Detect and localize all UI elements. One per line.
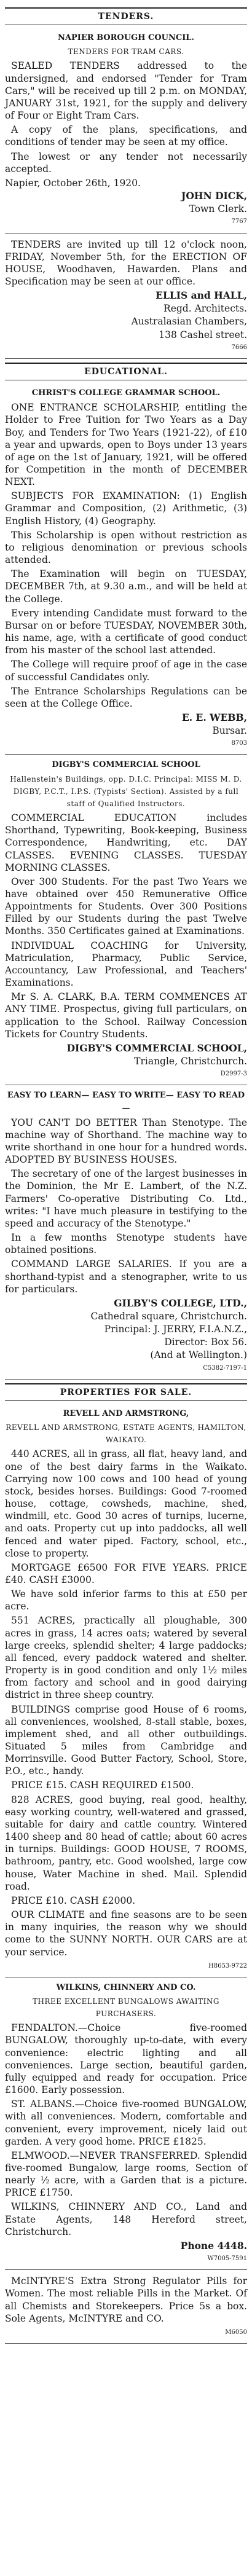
page-section <box>5 7 247 359</box>
ad-paragraph: WILKINS, CHINNERY AND CO., Land and Estate Agents, 148 Hereford street, Christchurch. <box>5 2201 247 2237</box>
advertisement <box>5 1404 247 1977</box>
ad-signature: Regd. Architects. <box>163 303 247 315</box>
ad-headline: WILKINS, CHINNERY AND CO. <box>56 1982 196 1992</box>
ad-reference-code: H8653-9722 <box>208 1962 247 1969</box>
ad-signature: E. E. WEBB, <box>181 711 247 723</box>
ad-paragraph: Mr S. A. CLARK, B.A. TERM COMMENCES AT ANY TIME. Prospectus, giving full particulars, on application to the School. Railway Concession Tickets for Country Students. <box>5 991 247 1040</box>
ad-paragraph: COMMAND LARGE SALARIES. If you are a shorthand-typist and a stenographer, write to us for particulars. <box>5 1259 247 1295</box>
ad-paragraph: ST. ALBANS.—Choice five-roomed BUNGALOW, with all conveniences. Modern, comfortable and convenient, every improvement, nicely laid out garden. A very good home. PRICE £1825. <box>5 2099 247 2147</box>
ad-headline: CHRIST'S COLLEGE GRAMMAR SCHOOL. <box>31 388 221 398</box>
ad-signature: ELLIS and HALL, <box>156 289 247 302</box>
ad-paragraph: The secretary of one of the largest businesses in the Dominion, the Mr E. Lambert, of the N.Z. Farmers' Co-operative Distributing Co. Ltd., writes: "I have much pleasure in testifying to the speed and accuracy of the Stenotype." <box>5 1168 247 1229</box>
ad-paragraph: Over 300 Students. For the past Two Years we have obtained over 450 Remunerative Office Appointments for Students. Over 300 Positions Filled by our Students during the past Twelve Months. 350 Certificates gained at Examinations. <box>5 876 247 937</box>
ad-paragraph: A copy of the plans, specifications, and conditions of tender may be seen at my office. <box>5 124 247 148</box>
ad-signature: Cathedral square, Christchurch. <box>90 1311 247 1322</box>
advertisement <box>5 383 247 755</box>
ad-paragraph: PRICE £10. CASH £2000. <box>11 1895 136 1906</box>
ad-paragraph: SEALED TENDERS addressed to the undersigned, and endorsed "Tender for Tram Cars," will be received up till 2 p.m. on MONDAY, JANUARY 31st, 1921, for the supply and delivery of Four or Eight Tram Cars. <box>5 60 247 122</box>
ad-paragraph: Every intending Candidate must forward to the Bursar on or before TUESDAY, NOVEMBER 30th, his name, age, with a certificate of good conduct from his master of the school last attended. <box>5 607 247 656</box>
ad-paragraph: 828 ACRES, good buying, real good, healthy, easy working country, well-watered and grassed, suitable for dairy and cattle country. Wintered 1400 sheep and 80 head of cattle; about 60 acres in turnips. Buildings: GOOD HOUSE, 7 ROOMS, bathroom, pantry, etc. Good woolshed, large cow house, Water Machine in shed. Mail. Splendid road. <box>5 1794 247 1892</box>
ad-signature: 138 Cashel street. <box>159 329 247 340</box>
ad-reference-code: 8703 <box>231 740 247 747</box>
ad-reference-code: D2997-3 <box>220 1070 247 1078</box>
ad-paragraph: INDIVIDUAL COACHING for University, Matriculation, Pharmacy, Public Service, Accountancy, Law Professional, and Teachers' Examinations. <box>5 940 247 989</box>
ad-reference-code: C5382-7197-1 <box>203 1364 247 1372</box>
advertisement <box>5 1085 247 1379</box>
ad-headline: DIGBY'S COMMERCIAL SCHOOL <box>52 760 200 770</box>
ad-reference-code: M6050 <box>225 2328 247 2336</box>
advertisement <box>5 234 247 359</box>
ad-paragraph: The College will require proof of age in the case of successful Candidates only. <box>5 659 247 683</box>
section-title: TENDERS. <box>5 7 247 25</box>
page-section <box>5 363 247 1380</box>
ad-signature: Town Clerk. <box>189 203 247 215</box>
ad-paragraph: The Examination will begin on TUESDAY, DECEMBER 7th, at 9.30 a.m., and will be held at the College. <box>5 568 247 605</box>
ad-paragraph: 551 ACRES, practically all ploughable, 300 acres in grass, 14 acres oats; watered by several large creeks, splendid shelter; 4 large paddocks; all fenced, every paddock watered and shelter. Property is in good condition and only 1½ miles from factory and school and in good dairying district in three sheep country. <box>5 1615 247 1701</box>
ad-signature: Phone 4448. <box>180 2239 247 2252</box>
ad-signature: (And at Wellington.) <box>150 1349 247 1361</box>
ad-signature: Australasian Chambers, <box>131 316 247 328</box>
ad-subhead: TENDERS FOR TRAM CARS. <box>68 47 184 57</box>
ad-paragraph: COMMERCIAL EDUCATION includes Shorthand, Typewriting, Book-keeping, Business Correspondence, Handwriting, etc. DAY CLASSES. EVENING CLASSES. TUESDAY MORNING CLASSES. <box>5 812 247 873</box>
ad-signature: GILBY'S COLLEGE, LTD., <box>114 1297 247 1309</box>
ad-signature: Principal: J. JERRY, F.I.A.N.Z., <box>104 1324 247 1335</box>
ad-signature: Director: Box 56. <box>164 1337 247 1348</box>
ad-subhead: REVELL AND ARMSTRONG, ESTATE AGENTS, HAMILTON, WAIKATO. <box>6 1423 246 1445</box>
ad-signature: DIGBY'S COMMERCIAL SCHOOL, <box>66 1042 247 1054</box>
ad-paragraph: The Entrance Scholarships Regulations can be seen at the College Office. <box>5 685 247 709</box>
ad-paragraph: 440 ACRES, all in grass, all flat, heavy land, and one of the best dairy farms in the Waikato. Carrying now 100 cows and 100 head of young stock, besides horses. Buildings: Good 7-roomed house, cottage, cowsheds, machine, shed, windmill, etc. Good 30 acres of turnips, lucerne, and oats. Property cut up into paddocks, all well fenced and water piped. Factory, school, etc., close to property. <box>5 1448 247 1559</box>
ad-paragraph: BUILDINGS comprise good House of 6 rooms, all conveniences, woolshed, 8-stall stable, boxes, implement shed, and all other outbuildings. Situated 5 miles from Cambridge and Morrinsville. Good Butter Factory, School, Store, P.O., etc., handy. <box>5 1703 247 1777</box>
ad-reference-code: W7005-7591 <box>207 2255 247 2263</box>
ad-paragraph: PRICE £15. CASH REQUIRED £1500. <box>11 1780 194 1791</box>
ad-signature: Triangle, Christchurch. <box>134 1056 247 1067</box>
ad-headline: REVELL AND ARMSTRONG, <box>63 1408 189 1418</box>
page-section <box>5 1383 247 2344</box>
ad-subhead: Hallenstein's Buildings, opp. D.I.C. Principal: MISS M. D. DIGBY, P.C.T., I.P.S. (Typists' Section). Assisted by a full staff of Qualified Instructors. <box>10 774 242 808</box>
ad-paragraph: This Scholarship is open without restriction as to religious denomination or previous schools attended. <box>5 529 247 566</box>
ad-reference-code: 7767 <box>231 218 247 226</box>
ad-paragraph: McINTYRE'S Extra Strong Regulator Pills for Women. The most reliable Pills in the Market. Of all Chemists and Storekeepers. Price 5s a box. Sole Agents, McINTYRE and CO. <box>5 2276 247 2324</box>
ad-paragraph: We have sold inferior farms to this at £50 per acre. <box>5 1588 247 1612</box>
advertisement <box>5 1977 247 2270</box>
section-title: PROPERTIES FOR SALE. <box>5 1383 247 1401</box>
ad-paragraph: In a few months Stenotype students have obtained positions. <box>5 1232 247 1256</box>
advertisement <box>5 2270 247 2344</box>
ad-headline: NAPIER BOROUGH COUNCIL. <box>58 33 194 43</box>
ad-subhead: THREE EXCELLENT BUNGALOWS AWAITING PURCHASERS. <box>33 1997 219 2019</box>
ad-reference-code: 7666 <box>231 344 247 351</box>
ad-paragraph: OUR CLIMATE and fine seasons are to be seen in many inquiries, the reason why we should come to the SUNNY NORTH. OUR CARS are at your service. <box>5 1909 247 1958</box>
ad-paragraph: The lowest or any tender not necessarily accepted. <box>5 151 247 175</box>
advertisement <box>5 755 247 1085</box>
ad-paragraph: ELMWOOD.—NEVER TRANSFERRED. Splendid five-roomed Bungalow, large rooms, Section of nearly ½ acre, with a Garden that is a picture. PRICE £1750. <box>5 2150 247 2199</box>
ad-paragraph: MORTGAGE £6500 FOR FIVE YEARS. PRICE £40. CASH £3000. <box>5 1561 247 1585</box>
ad-paragraph: TENDERS are invited up till 12 o'clock noon, FRIDAY, November 5th, for the ERECTION OF HOUSE, Woodhaven, Hawarden. Plans and Specification may be seen at our office. <box>5 238 247 287</box>
advertisement <box>5 28 247 233</box>
ad-dateline: Napier, October 26th, 1920. <box>5 177 141 189</box>
ad-paragraph: YOU CAN'T DO BETTER Than Stenotype. The machine way of Shorthand. The machine way to write shorthand in one hour for a hundred words. ADOPTED BY BUSINESS HOUSES. <box>5 1117 247 1166</box>
ad-signature: Bursar. <box>212 725 247 737</box>
ad-headline: EASY TO LEARN— EASY TO WRITE— EASY TO READ— <box>7 1091 245 1113</box>
section-title: EDUCATIONAL. <box>5 363 247 380</box>
ad-paragraph: FENDALTON.—Choice five-roomed BUNGALOW, thoroughly up-to-date, with every convenience: electric lighting and all conveniences. Large section, beautiful garden, fully equipped and ready for occupation. Price £1600. Early possession. <box>5 2022 247 2096</box>
ad-signature: JOHN DICK, <box>181 190 247 202</box>
ad-paragraph: SUBJECTS FOR EXAMINATION: (1) English Grammar and Composition, (2) Arithmetic, (3) English History, (4) Geography. <box>5 490 247 527</box>
ad-paragraph: ONE ENTRANCE SCHOLARSHIP, entitling the Holder to Free Tuition for Two Years as a Day Boy, and Tenders for Two Years (1921-22), of £10 a year and upwards, open to Boys under 13 years of age on the 1st of January, 1921, will be offered for Competition in the month of DECEMBER NEXT. <box>5 402 247 488</box>
